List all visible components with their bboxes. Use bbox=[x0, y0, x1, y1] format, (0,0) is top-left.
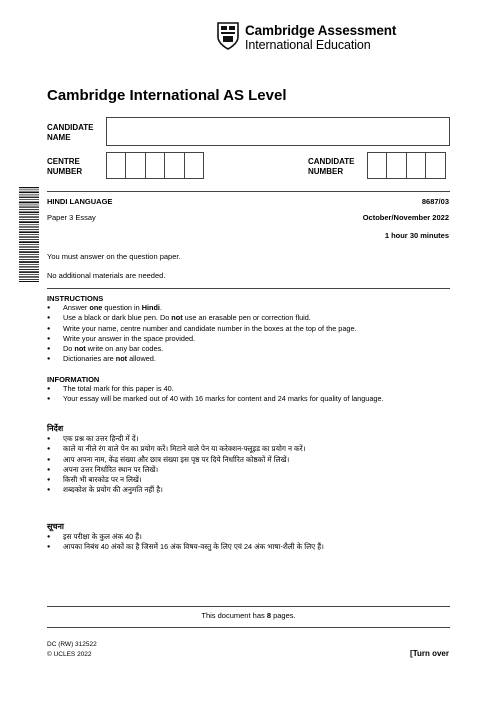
paper-code: 8687/03 bbox=[421, 197, 449, 206]
information-section bbox=[47, 375, 452, 405]
list-item: ● Do not write on any bar codes. bbox=[47, 344, 452, 354]
information-list bbox=[47, 384, 452, 405]
cambridge-logo bbox=[217, 22, 457, 52]
information-heading: INFORMATION bbox=[47, 375, 100, 384]
list-item: ● आपका निबंध 40 अंकों का है जिसमें 16 अंक विषय-वस्तु के लिए एवं 24 अंक भाषा-शैली के लिए हैं। bbox=[47, 542, 452, 552]
centre-number-cell[interactable] bbox=[164, 152, 184, 179]
centre-number-cell[interactable] bbox=[145, 152, 165, 179]
turn-over: [Turn over bbox=[410, 649, 449, 658]
list-item: ● अपना उत्तर निर्धारित स्थान पर लिखें। bbox=[47, 465, 452, 475]
doc-code: DC (RW) 312522 bbox=[47, 641, 97, 648]
list-item: ● Dictionaries are not allowed. bbox=[47, 354, 452, 364]
list-item: ● इस परीक्षा के कुल अंक 40 हैं। bbox=[47, 532, 452, 542]
instructions-list bbox=[47, 303, 452, 365]
centre-number-label: CENTRE NUMBER bbox=[47, 157, 83, 176]
centre-number-cell[interactable] bbox=[184, 152, 204, 179]
candidate-number-boxes[interactable] bbox=[367, 152, 445, 179]
instructions-heading: INSTRUCTIONS bbox=[47, 294, 104, 303]
divider bbox=[47, 191, 450, 192]
candidate-number-cell[interactable] bbox=[367, 152, 387, 179]
centre-number-boxes[interactable] bbox=[106, 152, 203, 179]
candidate-name-box[interactable] bbox=[106, 117, 450, 146]
paper-name: Paper 3 Essay bbox=[47, 213, 96, 222]
hindi-instructions-section bbox=[47, 423, 452, 496]
barcode bbox=[19, 187, 39, 282]
note-answer-on-paper: You must answer on the question paper. bbox=[47, 252, 181, 261]
list-item: ● काले या नीले रंग वाले पेन का प्रयोग करें। मिटाने वाले पेन या करेक्शन-फ्लूइड का प्रयोग न करें। bbox=[47, 444, 452, 454]
note-no-materials: No additional materials are needed. bbox=[47, 271, 166, 280]
footer-divider bbox=[47, 606, 450, 607]
duration: 1 hour 30 minutes bbox=[384, 231, 449, 240]
centre-number-cell[interactable] bbox=[106, 152, 126, 179]
candidate-name-label: CANDIDATE NAME bbox=[47, 123, 94, 142]
list-item: ● Answer one question in Hindi. bbox=[47, 303, 452, 313]
centre-number-cell[interactable] bbox=[125, 152, 145, 179]
candidate-number-label: CANDIDATE NUMBER bbox=[308, 157, 355, 176]
subject: HINDI LANGUAGE bbox=[47, 197, 113, 206]
candidate-number-cell[interactable] bbox=[406, 152, 426, 179]
list-item: ● Your essay will be marked out of 40 with 16 marks for content and 24 marks for quality of language. bbox=[47, 394, 452, 404]
session: October/November 2022 bbox=[362, 213, 449, 222]
candidate-number-cell[interactable] bbox=[425, 152, 445, 179]
hindi-information-section bbox=[47, 521, 452, 553]
list-item: ● Use a black or dark blue pen. Do not use an erasable pen or correction fluid. bbox=[47, 313, 452, 323]
list-item: ● The total mark for this paper is 40. bbox=[47, 384, 452, 394]
brand-line-2: International Education bbox=[245, 38, 371, 52]
list-item: ● शब्दकोश के प्रयोग की अनुमति नहीं है। bbox=[47, 485, 452, 495]
hindi-information-list bbox=[47, 532, 452, 553]
page-count: This document has 8 pages. bbox=[201, 611, 296, 620]
hindi-instructions-list bbox=[47, 434, 452, 496]
list-item: ● Write your answer in the space provided. bbox=[47, 334, 452, 344]
divider bbox=[47, 288, 450, 289]
hindi-information-heading: सूचना bbox=[47, 522, 64, 531]
list-item: ● किसी भी बारकोड पर न लिखें। bbox=[47, 475, 452, 485]
footer-divider bbox=[47, 627, 450, 628]
copyright: © UCLES 2022 bbox=[47, 651, 92, 658]
list-item: ● एक प्रश्न का उत्तर हिन्दी में दें। bbox=[47, 434, 452, 444]
hindi-instructions-heading: निर्देश bbox=[47, 424, 64, 433]
cambridge-shield-icon bbox=[217, 22, 239, 50]
page-title: Cambridge International AS Level bbox=[47, 87, 287, 104]
candidate-number-cell[interactable] bbox=[386, 152, 406, 179]
list-item: ● आप अपना नाम, केंद्र संख्या और छात्र संख्या इस पृष्ठ पर दिये निर्धारित कोष्ठकों में लिखें। bbox=[47, 455, 452, 465]
list-item: ● Write your name, centre number and candidate number in the boxes at the top of the page. bbox=[47, 324, 452, 334]
brand-line-1: Cambridge Assessment bbox=[245, 23, 397, 38]
instructions-section bbox=[47, 294, 452, 365]
page-count-number: 8 bbox=[266, 611, 271, 620]
